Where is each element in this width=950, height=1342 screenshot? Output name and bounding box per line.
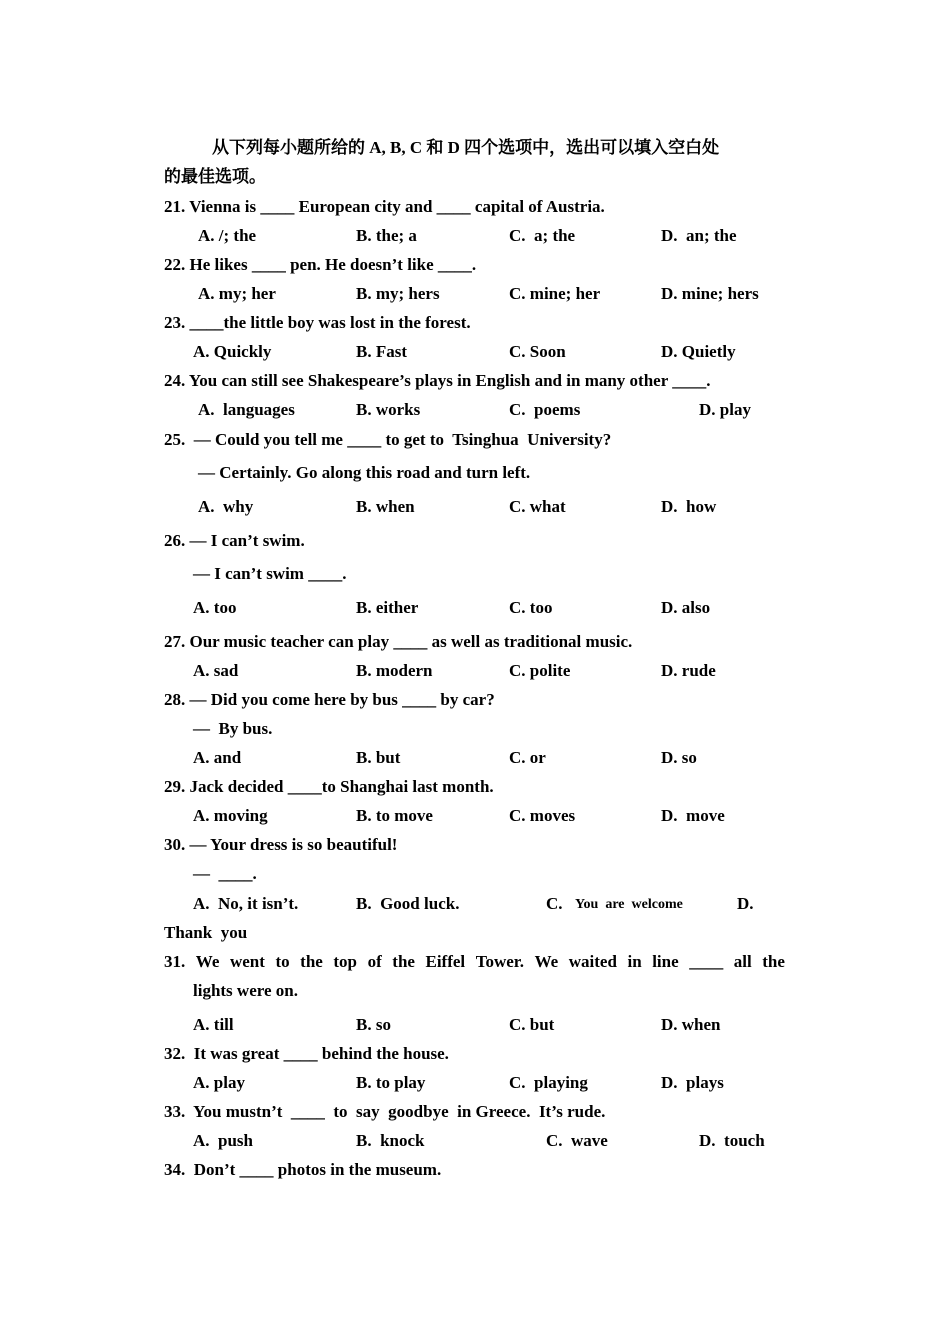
question-27-stem: 27. Our music teacher can play ____ as well as traditional music. (164, 632, 633, 651)
question-30-option-b: B. Good luck. (356, 894, 460, 913)
question-28-option-c: C. or (509, 748, 546, 767)
question-34-stem: 34. Don’t ____ photos in the museum. (164, 1160, 442, 1179)
question-30-option-c-letter: C. (546, 894, 563, 913)
question-29-stem: 29. Jack decided ____to Shanghai last month. (164, 777, 494, 796)
question-27-option-d: D. rude (661, 661, 716, 680)
question-29-option-c: C. moves (509, 806, 576, 825)
question-25-stem: 25. — Could you tell me ____ to get to Tsinghua University? (164, 430, 612, 449)
question-28-stem: 28. — Did you come here by bus ____ by car? (164, 690, 495, 709)
question-23-option-b: B. Fast (356, 342, 407, 361)
question-25-option-c: C. what (509, 497, 566, 516)
question-31-word: the (300, 952, 323, 971)
question-31-option-b: B. so (356, 1015, 391, 1034)
question-30-option-d-letter: D. (737, 894, 754, 913)
question-31-word: Eiffel (425, 952, 466, 971)
question-32-option-c: C. playing (509, 1073, 588, 1092)
question-26-option-c: C. too (509, 598, 553, 617)
question-23-option-d: D. Quietly (661, 342, 736, 361)
question-26-option-b: B. either (356, 598, 419, 617)
question-22-option-d: D. mine; hers (661, 284, 759, 303)
question-30-option-c-text: You are welcome (575, 897, 683, 912)
question-30-stem: 30. — Your dress is so beautiful! (164, 835, 398, 854)
question-30-option-a: A. No, it isn’t. (193, 894, 299, 913)
question-29-option-d: D. move (661, 806, 725, 825)
question-27-option-b: B. modern (356, 661, 433, 680)
question-31-word: to (275, 952, 290, 971)
question-31-word: 31. (164, 952, 186, 971)
question-32-stem: 32. It was great ____ behind the house. (164, 1044, 449, 1063)
question-31-word: We (195, 952, 220, 971)
instructions-line-2: 的最佳选项。 (164, 167, 266, 186)
question-25-option-b: B. when (356, 497, 415, 516)
question-24-option-d: D. play (699, 400, 751, 419)
question-31-word: top (333, 952, 358, 971)
question-29-option-b: B. to move (356, 806, 433, 825)
question-31-word: went (229, 952, 265, 971)
question-31-word: of (367, 952, 382, 971)
question-31-word: Tower. (475, 952, 525, 971)
question-26-option-d: D. also (661, 598, 711, 617)
question-22-option-c: C. mine; her (509, 284, 601, 303)
instructions-line-1: 从下列每小题所给的 A, B, C 和 D 四个选项中，选出可以填入空白处 (212, 138, 720, 157)
question-22-option-b: B. my; hers (356, 284, 440, 303)
question-24-option-a: A. languages (198, 400, 295, 419)
question-24-stem: 24. You can still see Shakespeare’s plays in English and in many other ____. (164, 371, 711, 390)
question-30-option-d-text: Thank you (164, 923, 248, 942)
question-24-option-b: B. works (356, 400, 421, 419)
question-32-option-d: D. plays (661, 1073, 724, 1092)
question-31-option-a: A. till (193, 1015, 234, 1034)
question-29-option-a: A. moving (193, 806, 268, 825)
question-24-option-c: C. poems (509, 400, 581, 419)
question-31-word: waited (568, 952, 617, 971)
question-33-option-d: D. touch (699, 1131, 765, 1150)
question-25-dialog: — Certainly. Go along this road and turn left. (198, 463, 531, 482)
question-26-option-a: A. too (193, 598, 237, 617)
question-28-option-a: A. and (193, 748, 242, 767)
question-21-stem: 21. Vienna is ____ European city and ____ capital of Austria. (164, 197, 605, 216)
question-22-option-a: A. my; her (198, 284, 276, 303)
question-22-stem: 22. He likes ____ pen. He doesn’t like ____. (164, 255, 477, 274)
question-21-option-a: A. /; the (198, 226, 257, 245)
question-33-option-b: B. knock (356, 1131, 425, 1150)
question-21-option-c: C. a; the (509, 226, 576, 245)
question-31-stem-continued: lights were on. (193, 981, 298, 1000)
question-27-option-c: C. polite (509, 661, 571, 680)
question-23-option-a: A. Quickly (193, 342, 272, 361)
question-23-stem: 23. ____the little boy was lost in the forest. (164, 313, 471, 332)
question-32-option-b: B. to play (356, 1073, 426, 1092)
question-31-word: We (534, 952, 559, 971)
question-28-option-b: B. but (356, 748, 401, 767)
question-31-stem (164, 952, 785, 972)
question-21-option-b: B. the; a (356, 226, 417, 245)
question-28-option-d: D. so (661, 748, 697, 767)
question-33-option-c: C. wave (546, 1131, 608, 1150)
question-28-dialog: — By bus. (193, 719, 273, 738)
question-31-option-d: D. when (661, 1015, 721, 1034)
question-31-word: ____ (689, 952, 724, 971)
question-31-word: the (392, 952, 415, 971)
question-31-word: line (652, 952, 679, 971)
question-21-option-d: D. an; the (661, 226, 737, 245)
question-31-word: in (627, 952, 642, 971)
question-31-word: the (762, 952, 785, 971)
question-25-option-a: A. why (198, 497, 254, 516)
question-26-dialog: — I can’t swim ____. (193, 564, 347, 583)
question-26-stem: 26. — I can’t swim. (164, 531, 305, 550)
question-25-option-d: D. how (661, 497, 717, 516)
question-31-word: all (733, 952, 752, 971)
question-30-dialog: — ____. (193, 864, 257, 883)
question-33-stem: 33. You mustn’t ____ to say goodbye in Greece. It’s rude. (164, 1102, 606, 1121)
question-23-option-c: C. Soon (509, 342, 566, 361)
question-27-option-a: A. sad (193, 661, 239, 680)
question-33-option-a: A. push (193, 1131, 254, 1150)
question-32-option-a: A. play (193, 1073, 245, 1092)
question-31-option-c: C. but (509, 1015, 555, 1034)
